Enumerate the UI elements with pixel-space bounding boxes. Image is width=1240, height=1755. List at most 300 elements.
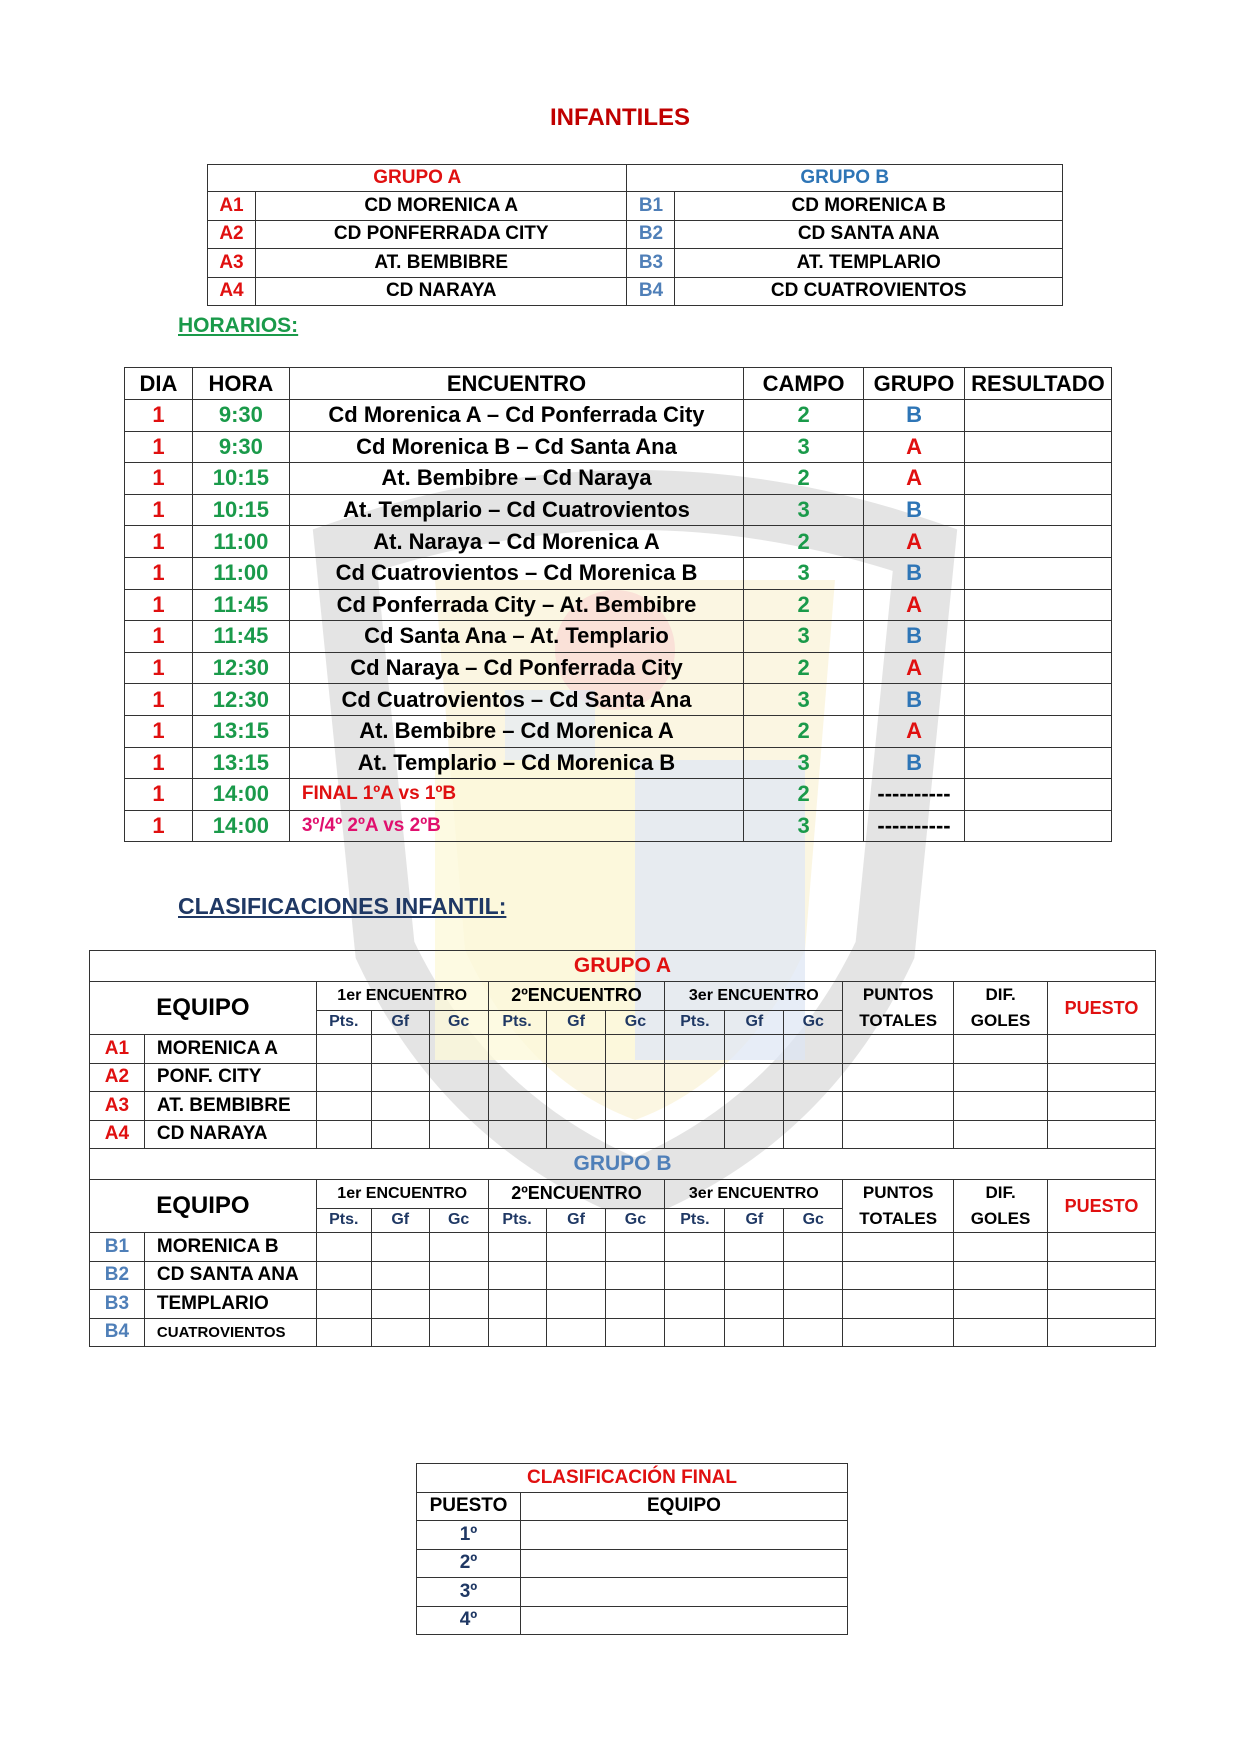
score-cell[interactable] xyxy=(488,1318,546,1347)
score-cell[interactable] xyxy=(488,1120,546,1149)
team-name: CD SANTA ANA xyxy=(675,220,1063,249)
match-row xyxy=(125,621,1112,653)
match-grupo: B xyxy=(864,400,965,432)
gc-header: Gc xyxy=(606,1010,665,1034)
match-hora: 10:15 xyxy=(192,494,289,526)
group-row xyxy=(208,277,1063,306)
score-cell[interactable] xyxy=(665,1092,725,1121)
score-cell[interactable] xyxy=(316,1261,371,1290)
score-cell[interactable] xyxy=(488,1261,546,1290)
score-cell[interactable] xyxy=(606,1318,665,1347)
score-cell[interactable] xyxy=(546,1233,606,1262)
score-cell[interactable] xyxy=(606,1092,665,1121)
match-grupo: A xyxy=(864,589,965,621)
gc-header: Gc xyxy=(606,1208,665,1232)
score-cell[interactable] xyxy=(725,1233,784,1262)
score-cell[interactable] xyxy=(371,1092,429,1121)
score-cell[interactable] xyxy=(725,1290,784,1319)
match-resultado[interactable] xyxy=(964,779,1111,811)
match-teams: At. Bembibre – Cd Naraya xyxy=(289,463,743,495)
match-grupo: A xyxy=(864,463,965,495)
gc-header: Gc xyxy=(429,1208,488,1232)
gf-header: Gf xyxy=(371,1208,429,1232)
score-cell[interactable] xyxy=(546,1092,606,1121)
match-resultado[interactable] xyxy=(964,684,1111,716)
score-cell[interactable] xyxy=(843,1035,954,1064)
score-cell[interactable] xyxy=(316,1318,371,1347)
score-cell[interactable] xyxy=(784,1063,843,1092)
score-cell[interactable] xyxy=(954,1035,1048,1064)
col-dia: DIA xyxy=(125,368,193,400)
gf-header: Gf xyxy=(725,1010,784,1034)
standings-group-a-heading: GRUPO A xyxy=(90,951,1156,982)
team-code: B4 xyxy=(90,1318,145,1347)
match-hora: 12:30 xyxy=(192,684,289,716)
score-cell[interactable] xyxy=(954,1120,1048,1149)
match-hora: 14:00 xyxy=(192,810,289,842)
score-cell[interactable] xyxy=(843,1261,954,1290)
team-code: B2 xyxy=(627,220,675,249)
team-code: A1 xyxy=(208,192,256,221)
score-cell[interactable] xyxy=(546,1063,606,1092)
match-row xyxy=(125,431,1112,463)
score-cell[interactable] xyxy=(371,1290,429,1319)
match-teams: At. Bembibre – Cd Morenica A xyxy=(289,715,743,747)
final-team-cell[interactable] xyxy=(520,1521,847,1550)
score-cell[interactable] xyxy=(316,1092,371,1121)
match-campo: 2 xyxy=(744,400,864,432)
team-name: CD NARAYA xyxy=(255,277,627,306)
score-cell[interactable] xyxy=(843,1063,954,1092)
match-teams: At. Templario – Cd Morenica B xyxy=(289,747,743,779)
clasificaciones-heading: CLASIFICACIONES INFANTIL: xyxy=(178,893,507,919)
match-campo: 3 xyxy=(744,747,864,779)
match-teams: Cd Santa Ana – At. Templario xyxy=(289,621,743,653)
score-cell[interactable] xyxy=(954,1063,1048,1092)
match-campo: 3 xyxy=(744,621,864,653)
team-name: CD SANTA ANA xyxy=(144,1261,316,1290)
team-name: TEMPLARIO xyxy=(144,1290,316,1319)
score-cell[interactable] xyxy=(429,1120,488,1149)
match-campo: 2 xyxy=(744,779,864,811)
score-cell[interactable] xyxy=(954,1261,1048,1290)
final-team-cell[interactable] xyxy=(520,1578,847,1607)
score-cell[interactable] xyxy=(429,1290,488,1319)
score-cell[interactable] xyxy=(843,1233,954,1262)
match-grupo: ---------- xyxy=(864,779,965,811)
match-teams: Cd Cuatrovientos – Cd Morenica B xyxy=(289,557,743,589)
final-place: 2º xyxy=(417,1549,521,1578)
score-cell[interactable] xyxy=(371,1233,429,1262)
match-campo: 2 xyxy=(744,652,864,684)
team-code: B1 xyxy=(90,1233,145,1262)
match-dia: 1 xyxy=(125,810,193,842)
standings-row xyxy=(90,1035,1156,1064)
team-name: CD MORENICA B xyxy=(675,192,1063,221)
score-cell[interactable] xyxy=(1048,1318,1156,1347)
team-code: B3 xyxy=(627,249,675,278)
team-name: AT. BEMBIBRE xyxy=(255,249,627,278)
enc1-header: 1er ENCUENTRO xyxy=(316,982,488,1011)
team-name: CD CUATROVIENTOS xyxy=(675,277,1063,306)
score-cell[interactable] xyxy=(429,1063,488,1092)
schedule-table xyxy=(124,367,1112,842)
score-cell[interactable] xyxy=(784,1290,843,1319)
final-place: 3º xyxy=(417,1578,521,1607)
final-team-cell[interactable] xyxy=(520,1606,847,1635)
match-grupo: B xyxy=(864,557,965,589)
score-cell[interactable] xyxy=(725,1261,784,1290)
team-code: A4 xyxy=(208,277,256,306)
score-cell[interactable] xyxy=(371,1318,429,1347)
match-grupo: ---------- xyxy=(864,810,965,842)
col-encuentro: ENCUENTRO xyxy=(289,368,743,400)
match-teams: Cd Naraya – Cd Ponferrada City xyxy=(289,652,743,684)
score-cell[interactable] xyxy=(606,1063,665,1092)
match-row xyxy=(125,747,1112,779)
score-cell[interactable] xyxy=(488,1063,546,1092)
match-grupo: B xyxy=(864,494,965,526)
standings-table xyxy=(89,950,1156,1347)
dif-goles-header: DIF. GOLES xyxy=(954,1180,1048,1233)
match-hora: 9:30 xyxy=(192,400,289,432)
match-campo: 3 xyxy=(744,431,864,463)
score-cell[interactable] xyxy=(1048,1261,1156,1290)
match-hora: 11:45 xyxy=(192,621,289,653)
standings-row xyxy=(90,1063,1156,1092)
match-dia: 1 xyxy=(125,684,193,716)
col-resultado: RESULTADO xyxy=(964,368,1111,400)
team-name: CD NARAYA xyxy=(144,1120,316,1149)
match-row xyxy=(125,810,1112,842)
team-code: A3 xyxy=(208,249,256,278)
team-name: MORENICA A xyxy=(144,1035,316,1064)
match-teams: Cd Cuatrovientos – Cd Santa Ana xyxy=(289,684,743,716)
puesto-header: PUESTO xyxy=(1048,1180,1156,1233)
enc3-header: 3er ENCUENTRO xyxy=(665,1180,843,1209)
score-cell[interactable] xyxy=(488,1233,546,1262)
match-campo: 2 xyxy=(744,526,864,558)
match-row xyxy=(125,400,1112,432)
final-place: 1º xyxy=(417,1521,521,1550)
score-cell[interactable] xyxy=(665,1318,725,1347)
score-cell[interactable] xyxy=(725,1035,784,1064)
col-campo: CAMPO xyxy=(744,368,864,400)
score-cell[interactable] xyxy=(488,1035,546,1064)
final-puesto-header: PUESTO xyxy=(417,1492,521,1521)
score-cell[interactable] xyxy=(665,1233,725,1262)
score-cell[interactable] xyxy=(843,1318,954,1347)
score-cell[interactable] xyxy=(784,1233,843,1262)
score-cell[interactable] xyxy=(665,1063,725,1092)
match-resultado[interactable] xyxy=(964,526,1111,558)
match-dia: 1 xyxy=(125,589,193,621)
score-cell[interactable] xyxy=(725,1318,784,1347)
standings-row xyxy=(90,1233,1156,1262)
match-dia: 1 xyxy=(125,715,193,747)
gf-header: Gf xyxy=(546,1208,606,1232)
match-resultado[interactable] xyxy=(964,431,1111,463)
col-hora: HORA xyxy=(192,368,289,400)
match-teams: Cd Morenica A – Cd Ponferrada City xyxy=(289,400,743,432)
match-row xyxy=(125,526,1112,558)
gf-header: Gf xyxy=(371,1010,429,1034)
groups-table xyxy=(207,164,1063,306)
match-teams: At. Templario – Cd Cuatrovientos xyxy=(289,494,743,526)
match-hora: 11:00 xyxy=(192,557,289,589)
pts-header: Pts. xyxy=(665,1010,725,1034)
match-hora: 14:00 xyxy=(192,779,289,811)
match-resultado[interactable] xyxy=(964,715,1111,747)
match-dia: 1 xyxy=(125,431,193,463)
score-cell[interactable] xyxy=(606,1290,665,1319)
match-resultado[interactable] xyxy=(964,621,1111,653)
match-teams: Cd Morenica B – Cd Santa Ana xyxy=(289,431,743,463)
match-row xyxy=(125,494,1112,526)
team-name: PONF. CITY xyxy=(144,1063,316,1092)
score-cell[interactable] xyxy=(316,1290,371,1319)
gc-header: Gc xyxy=(784,1010,843,1034)
score-cell[interactable] xyxy=(429,1318,488,1347)
group-row xyxy=(208,220,1063,249)
group-b-heading: GRUPO B xyxy=(627,165,1063,192)
group-row xyxy=(208,192,1063,221)
score-cell[interactable] xyxy=(429,1035,488,1064)
final-equipo-header: EQUIPO xyxy=(520,1492,847,1521)
score-cell[interactable] xyxy=(488,1092,546,1121)
score-cell[interactable] xyxy=(429,1261,488,1290)
group-a-heading: GRUPO A xyxy=(208,165,627,192)
score-cell[interactable] xyxy=(843,1120,954,1149)
score-cell[interactable] xyxy=(606,1035,665,1064)
match-resultado[interactable] xyxy=(964,463,1111,495)
score-cell[interactable] xyxy=(784,1092,843,1121)
group-row xyxy=(208,249,1063,278)
match-resultado[interactable] xyxy=(964,589,1111,621)
team-name: CD PONFERRADA CITY xyxy=(255,220,627,249)
gf-header: Gf xyxy=(546,1010,606,1034)
team-code: A1 xyxy=(90,1035,145,1064)
score-cell[interactable] xyxy=(843,1290,954,1319)
match-grupo: A xyxy=(864,715,965,747)
team-name: CUATROVIENTOS xyxy=(144,1318,316,1347)
team-code: B4 xyxy=(627,277,675,306)
enc2-header: 2ºENCUENTRO xyxy=(488,1180,665,1209)
match-grupo: B xyxy=(864,747,965,779)
match-campo: 3 xyxy=(744,494,864,526)
gc-header: Gc xyxy=(429,1010,488,1034)
enc3-header: 3er ENCUENTRO xyxy=(665,982,843,1011)
match-hora: 11:45 xyxy=(192,589,289,621)
final-row xyxy=(417,1521,848,1550)
match-resultado[interactable] xyxy=(964,557,1111,589)
match-resultado[interactable] xyxy=(964,400,1111,432)
score-cell[interactable] xyxy=(429,1092,488,1121)
pts-header: Pts. xyxy=(488,1010,546,1034)
score-cell[interactable] xyxy=(954,1233,1048,1262)
score-cell[interactable] xyxy=(546,1290,606,1319)
score-cell[interactable] xyxy=(371,1063,429,1092)
horarios-heading: HORARIOS: xyxy=(178,314,299,337)
score-cell[interactable] xyxy=(546,1035,606,1064)
match-row xyxy=(125,463,1112,495)
match-grupo: A xyxy=(864,526,965,558)
team-code: A2 xyxy=(90,1063,145,1092)
score-cell[interactable] xyxy=(725,1120,784,1149)
score-cell[interactable] xyxy=(316,1120,371,1149)
match-row xyxy=(125,589,1112,621)
match-hora: 9:30 xyxy=(192,431,289,463)
score-cell[interactable] xyxy=(1048,1120,1156,1149)
gc-header: Gc xyxy=(784,1208,843,1232)
score-cell[interactable] xyxy=(725,1063,784,1092)
match-grupo: A xyxy=(864,652,965,684)
team-code: A4 xyxy=(90,1120,145,1149)
score-cell[interactable] xyxy=(665,1120,725,1149)
score-cell[interactable] xyxy=(1048,1092,1156,1121)
score-cell[interactable] xyxy=(429,1233,488,1262)
match-grupo: B xyxy=(864,684,965,716)
score-cell[interactable] xyxy=(665,1035,725,1064)
match-hora: 13:15 xyxy=(192,747,289,779)
score-cell[interactable] xyxy=(784,1120,843,1149)
final-team-cell[interactable] xyxy=(520,1549,847,1578)
match-grupo: A xyxy=(864,431,965,463)
score-cell[interactable] xyxy=(784,1035,843,1064)
score-cell[interactable] xyxy=(606,1120,665,1149)
pts-header: Pts. xyxy=(316,1010,371,1034)
score-cell[interactable] xyxy=(546,1261,606,1290)
final-match: FINAL 1ºA vs 1ºB xyxy=(289,779,743,811)
standings-group-b-heading: GRUPO B xyxy=(90,1149,1156,1180)
match-row xyxy=(125,557,1112,589)
standings-row xyxy=(90,1290,1156,1319)
score-cell[interactable] xyxy=(954,1290,1048,1319)
match-dia: 1 xyxy=(125,747,193,779)
score-cell[interactable] xyxy=(606,1233,665,1262)
equipo-header: EQUIPO xyxy=(90,1180,317,1233)
score-cell[interactable] xyxy=(1048,1290,1156,1319)
final-row xyxy=(417,1606,848,1635)
team-name: AT. BEMBIBRE xyxy=(144,1092,316,1121)
team-code: B1 xyxy=(627,192,675,221)
standings-row xyxy=(90,1120,1156,1149)
match-campo: 2 xyxy=(744,715,864,747)
score-cell[interactable] xyxy=(1048,1233,1156,1262)
score-cell[interactable] xyxy=(606,1261,665,1290)
score-cell[interactable] xyxy=(843,1092,954,1121)
match-row xyxy=(125,652,1112,684)
score-cell[interactable] xyxy=(371,1120,429,1149)
team-name: AT. TEMPLARIO xyxy=(675,249,1063,278)
standings-row xyxy=(90,1092,1156,1121)
gf-header: Gf xyxy=(725,1208,784,1232)
match-teams: At. Naraya – Cd Morenica A xyxy=(289,526,743,558)
page-title: INFANTILES xyxy=(549,104,690,131)
match-hora: 10:15 xyxy=(192,463,289,495)
match-campo: 3 xyxy=(744,684,864,716)
match-row xyxy=(125,715,1112,747)
match-resultado[interactable] xyxy=(964,494,1111,526)
match-resultado[interactable] xyxy=(964,810,1111,842)
match-dia: 1 xyxy=(125,494,193,526)
final-place: 4º xyxy=(417,1606,521,1635)
final-row xyxy=(417,1549,848,1578)
match-hora: 11:00 xyxy=(192,526,289,558)
team-name: CD MORENICA A xyxy=(255,192,627,221)
match-campo: 3 xyxy=(744,810,864,842)
team-code: B2 xyxy=(90,1261,145,1290)
match-campo: 2 xyxy=(744,463,864,495)
puesto-header: PUESTO xyxy=(1048,982,1156,1035)
team-code: A2 xyxy=(208,220,256,249)
match-campo: 3 xyxy=(744,557,864,589)
match-row xyxy=(125,779,1112,811)
pts-header: Pts. xyxy=(665,1208,725,1232)
enc1-header: 1er ENCUENTRO xyxy=(316,1180,488,1209)
score-cell[interactable] xyxy=(954,1092,1048,1121)
final-classification-table xyxy=(416,1463,848,1635)
puntos-totales-header: PUNTOS TOTALES xyxy=(843,982,954,1035)
score-cell[interactable] xyxy=(371,1261,429,1290)
standings-row xyxy=(90,1261,1156,1290)
score-cell[interactable] xyxy=(546,1318,606,1347)
final-title: CLASIFICACIÓN FINAL xyxy=(417,1464,848,1493)
match-dia: 1 xyxy=(125,652,193,684)
final-row xyxy=(417,1578,848,1607)
score-cell[interactable] xyxy=(316,1063,371,1092)
match-hora: 12:30 xyxy=(192,652,289,684)
score-cell[interactable] xyxy=(725,1092,784,1121)
match-resultado[interactable] xyxy=(964,652,1111,684)
team-name: MORENICA B xyxy=(144,1233,316,1262)
match-dia: 1 xyxy=(125,621,193,653)
score-cell[interactable] xyxy=(1048,1063,1156,1092)
score-cell[interactable] xyxy=(784,1261,843,1290)
equipo-header: EQUIPO xyxy=(90,982,317,1035)
match-campo: 2 xyxy=(744,589,864,621)
team-code: A3 xyxy=(90,1092,145,1121)
match-dia: 1 xyxy=(125,779,193,811)
score-cell[interactable] xyxy=(665,1290,725,1319)
pts-header: Pts. xyxy=(488,1208,546,1232)
match-resultado[interactable] xyxy=(964,747,1111,779)
match-teams: Cd Ponferrada City – At. Bembibre xyxy=(289,589,743,621)
puntos-totales-header: PUNTOS TOTALES xyxy=(843,1180,954,1233)
match-row xyxy=(125,684,1112,716)
match-dia: 1 xyxy=(125,557,193,589)
score-cell[interactable] xyxy=(954,1318,1048,1347)
match-grupo: B xyxy=(864,621,965,653)
score-cell[interactable] xyxy=(1048,1035,1156,1064)
score-cell[interactable] xyxy=(316,1233,371,1262)
score-cell[interactable] xyxy=(316,1035,371,1064)
match-dia: 1 xyxy=(125,400,193,432)
pts-header: Pts. xyxy=(316,1208,371,1232)
standings-row xyxy=(90,1318,1156,1347)
score-cell[interactable] xyxy=(546,1120,606,1149)
score-cell[interactable] xyxy=(371,1035,429,1064)
third-place-match: 3º/4º 2ºA vs 2ºB xyxy=(289,810,743,842)
col-grupo: GRUPO xyxy=(864,368,965,400)
score-cell[interactable] xyxy=(488,1290,546,1319)
match-hora: 13:15 xyxy=(192,715,289,747)
match-dia: 1 xyxy=(125,463,193,495)
match-dia: 1 xyxy=(125,526,193,558)
score-cell[interactable] xyxy=(665,1261,725,1290)
score-cell[interactable] xyxy=(784,1318,843,1347)
dif-goles-header: DIF. GOLES xyxy=(954,982,1048,1035)
